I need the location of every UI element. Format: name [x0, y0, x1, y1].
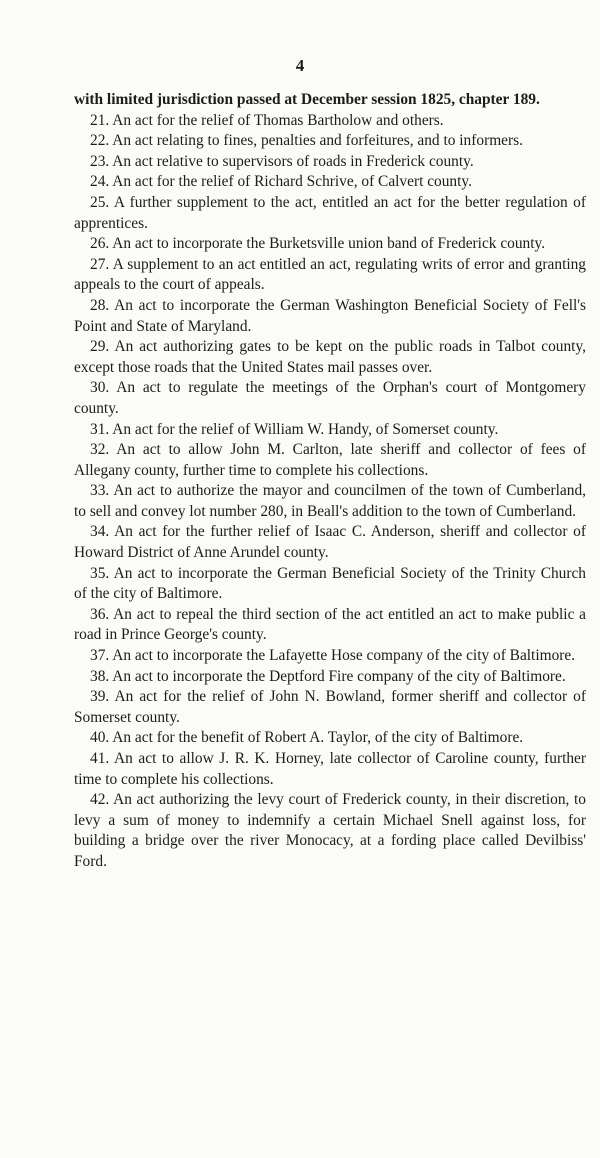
- act-entry: [74, 255, 586, 296]
- act-number: 32.: [90, 441, 110, 459]
- act-entry: [74, 667, 586, 688]
- act-entry: [74, 790, 586, 872]
- act-text: An act authorizing gates to be kept on the public roads in Talbot county, except those roads that the United States mail passes over.: [74, 338, 586, 376]
- act-text: An act to incorporate the Burketsville union band of Frederick county.: [112, 235, 546, 253]
- act-text: An act for the relief of John N. Bowland, former sheriff and collector of Somerset county.: [74, 688, 586, 726]
- continuation-paragraph: with limited jurisdiction passed at December session 1825, chapter 189.: [74, 91, 540, 108]
- act-entry: [74, 234, 586, 255]
- act-text: An act to incorporate the Lafayette Hose company of the city of Baltimore.: [112, 647, 576, 665]
- act-number: 35.: [90, 564, 110, 582]
- page-body: [74, 90, 586, 873]
- act-entry: [74, 564, 586, 605]
- act-entry: [74, 193, 586, 234]
- act-text: An act to incorporate the Deptford Fire company of the city of Baltimore.: [112, 667, 566, 685]
- act-entry: [74, 296, 586, 337]
- act-number: 24.: [90, 173, 110, 191]
- act-entry: [74, 646, 586, 667]
- act-text: An act relative to supervisors of roads in Frederick county.: [112, 152, 474, 170]
- act-number: 42.: [90, 791, 110, 809]
- act-text: An act for the relief of Richard Schrive, of Calvert county.: [112, 173, 472, 191]
- act-number: 38.: [90, 667, 110, 685]
- act-entry: [74, 172, 586, 193]
- act-number: 26.: [90, 235, 110, 253]
- act-text: An act to authorize the mayor and councilmen of the town of Cumberland, to sell and convey lot number 280, in Beall's addition to the town of Cumberland.: [74, 482, 586, 520]
- act-entry: [74, 687, 586, 728]
- act-number: 40.: [90, 729, 110, 747]
- act-text: An act to allow John M. Carlton, late sheriff and collector of fees of Allegany county, further time to complete his collections.: [74, 441, 587, 479]
- act-text: A supplement to an act entitled an act, regulating writs of error and granting appeals to the court of appeals.: [74, 255, 587, 294]
- act-number: 33.: [90, 482, 110, 500]
- act-entry: [74, 152, 586, 173]
- act-entry: [74, 420, 586, 441]
- act-number: 31.: [90, 420, 110, 438]
- act-number: 28.: [90, 296, 110, 314]
- act-text: An act to regulate the meetings of the Orphan's court of Montgomery county.: [74, 379, 586, 417]
- act-text: An act for the relief of William W. Handy, of Somerset county.: [112, 420, 499, 438]
- act-text: An act to incorporate the German Beneficial Society of the Trinity Church of the city of Baltimore.: [74, 564, 586, 603]
- act-text: An act for the benefit of Robert A. Taylor, of the city of Baltimore.: [112, 729, 524, 747]
- act-number: 34.: [90, 523, 110, 541]
- act-number: 25.: [90, 193, 110, 211]
- act-text: A further supplement to the act, entitled an act for the better regulation of apprentices.: [74, 193, 587, 232]
- act-entry: [74, 749, 586, 790]
- act-number: 36.: [90, 605, 110, 623]
- act-text: An act for the further relief of Isaac C. Anderson, sheriff and collector of Howard District of Anne Arundel county.: [74, 523, 586, 562]
- act-number: 30.: [90, 379, 110, 397]
- act-entry: [74, 481, 586, 522]
- act-entry: [74, 337, 586, 378]
- act-number: 21.: [90, 111, 110, 129]
- act-entry: [74, 131, 586, 152]
- act-entry: [74, 378, 586, 419]
- act-number: 37.: [90, 647, 110, 665]
- act-text: An act relating to fines, penalties and forfeitures, and to informers.: [112, 132, 523, 150]
- page-number: 4: [295, 56, 305, 75]
- act-entry: [74, 605, 586, 646]
- act-text: An act to repeal the third section of the act entitled an act to make public a road in Prince George's county.: [74, 605, 586, 644]
- act-entry: [74, 728, 586, 749]
- act-text: An act authorizing the levy court of Frederick county, in their discretion, to levy a sum of money to indemnify a certain Michael Snell against loss, for building a bridge over the river Monocacy, at a fording place called Devilbiss' Ford.: [74, 791, 587, 870]
- act-text: An act to allow J. R. K. Horney, late collector of Caroline county, further time to complete his collections.: [74, 750, 587, 788]
- act-number: 27.: [90, 255, 110, 273]
- act-number: 29.: [90, 338, 110, 356]
- act-number: 41.: [90, 750, 110, 767]
- act-number: 39.: [90, 688, 110, 706]
- act-entry: [74, 111, 586, 132]
- act-entry: [74, 440, 586, 481]
- act-number: 23.: [90, 152, 110, 170]
- act-text: An act for the relief of Thomas Bartholow and others.: [112, 111, 444, 129]
- act-number: 22.: [90, 132, 110, 150]
- act-text: An act to incorporate the German Washington Beneficial Society of Fell's Point and State of Maryland.: [74, 296, 587, 335]
- act-entry: [74, 522, 586, 563]
